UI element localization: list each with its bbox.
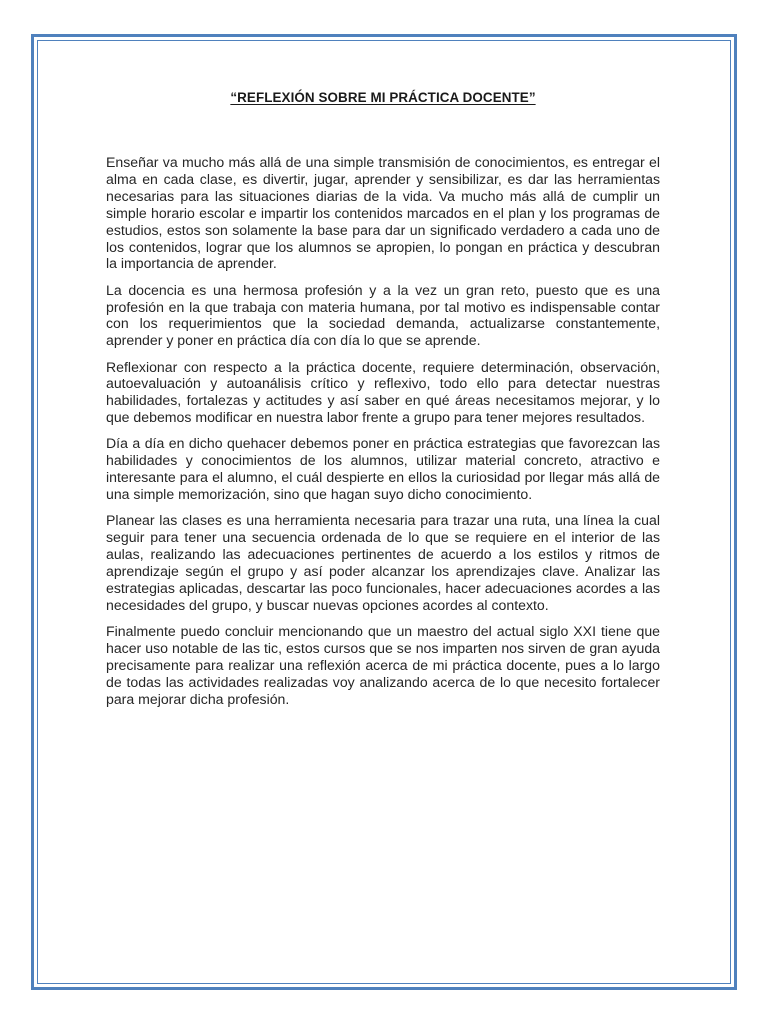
paragraph-4: Día a día en dicho quehacer debemos poner en práctica estrategias que favorezcan las habilidades y conocimientos de los alumnos, utilizar material concreto, atractivo e interesante para el alumno, el cuál despierte en ellos la curiosidad por llegar más allá de una simple memorización, sino que hagan suyo dicho conocimiento.: [106, 435, 660, 503]
document-body: [106, 90, 660, 717]
paragraph-1: Enseñar va mucho más allá de una simple transmisión de conocimientos, es entregar el alma en cada clase, es divertir, jugar, aprender y sensibilizar, es dar las herramientas necesarias para las situaciones diarias de la vida. Va mucho más allá de cumplir un simple horario escolar e impartir los contenidos marcados en el plan y los programas de estudios, estos son solamente la base para dar un significado verdadero a cada uno de los contenidos, lograr que los alumnos se apropien, lo pongan en práctica y descubran la importancia de aprender.: [106, 154, 660, 272]
document-title: “REFLEXIÓN SOBRE MI PRÁCTICA DOCENTE”: [230, 90, 536, 105]
paragraph-6: Finalmente puedo concluir mencionando que un maestro del actual siglo XXI tiene que hacer uso notable de las tic, estos cursos que se nos imparten nos sirven de gran ayuda precisamente para realizar una reflexión acerca de mi práctica docente, pues a lo largo de todas las actividades realizadas voy analizando acerca de lo que necesito fortalecer para mejorar dicha profesión.: [106, 623, 660, 707]
paragraph-5: Planear las clases es una herramienta necesaria para trazar una ruta, una línea la cual seguir para tener una secuencia ordenada de lo que se requiere en el interior de las aulas, realizando las adecuaciones pertinentes de acuerdo a los estilos y ritmos de aprendizaje según el grupo y así poder alcanzar los aprendizajes clave. Analizar las estrategias aplicadas, descartar las poco funcionales, hacer adecuaciones acordes a las necesidades del grupo, y buscar nuevas opciones acordes al contexto.: [106, 512, 660, 613]
paragraph-2: La docencia es una hermosa profesión y a la vez un gran reto, puesto que es una profesión en la que trabaja con materia humana, por tal motivo es indispensable contar con los requerimientos que la sociedad demanda, actualizarse constantemente, aprender y poner en práctica día con día lo que se aprende.: [106, 281, 660, 349]
paragraph-3: Reflexionar con respecto a la práctica docente, requiere determinación, observación, autoevaluación y autoanálisis crítico y reflexivo, todo ello para detectar nuestras habilidades, fortalezas y actitudes y así saber en qué áreas necesitamos mejorar, y lo que debemos modificar en nuestra labor frente a grupo para tener mejores resultados.: [106, 358, 660, 426]
